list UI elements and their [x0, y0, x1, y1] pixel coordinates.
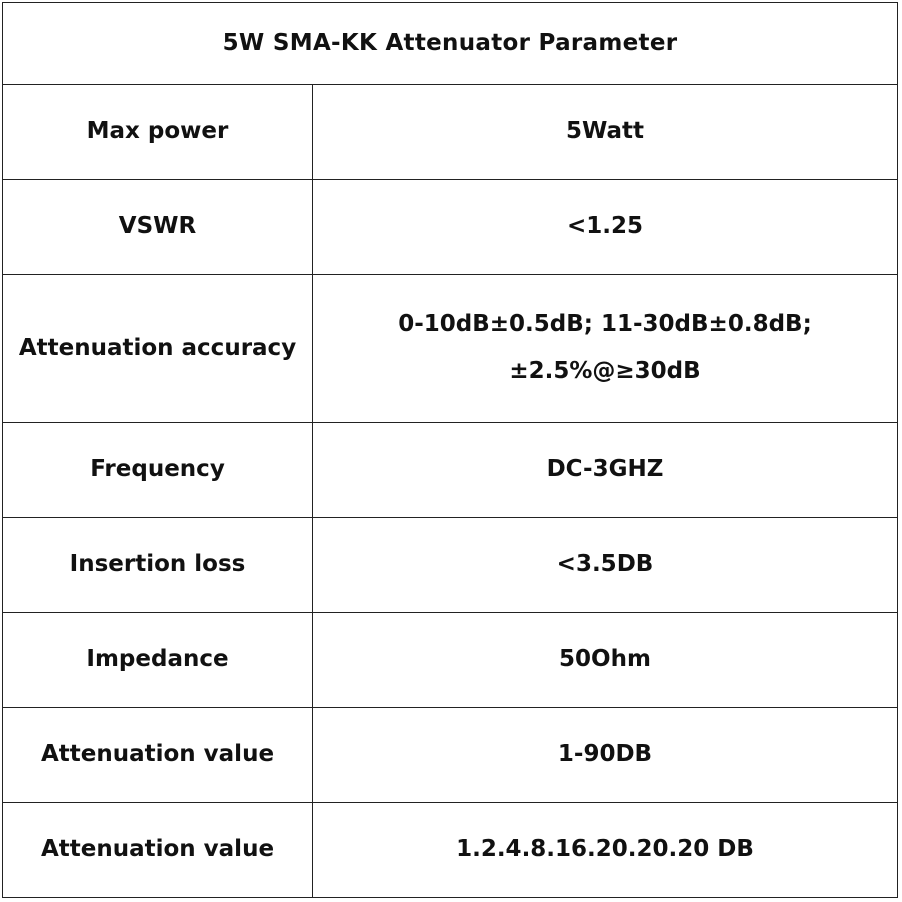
value-text: DC-3GHZ	[546, 455, 664, 482]
table-row	[3, 802, 898, 897]
table-row	[3, 422, 898, 517]
parameter-label: Attenuation value	[3, 707, 313, 802]
parameter-label: VSWR	[3, 179, 313, 274]
table-row	[3, 179, 898, 274]
parameter-value	[313, 84, 898, 179]
parameter-label: Max power	[3, 84, 313, 179]
value-text: 1.2.4.8.16.20.20.20 DB	[456, 836, 754, 863]
attenuator-parameter-table	[2, 2, 898, 898]
title-row	[3, 3, 898, 85]
value-text: 50Ohm	[559, 645, 651, 672]
value-text: 1-90DB	[557, 741, 653, 767]
table-row	[3, 275, 898, 423]
table-row	[3, 612, 898, 707]
parameter-label: Insertion loss	[3, 517, 313, 612]
parameter-label: Impedance	[3, 612, 313, 707]
value-text: 0-10dB±0.5dB; 11-30dB±0.8dB;	[398, 310, 812, 337]
parameter-value	[313, 275, 898, 423]
table-row	[3, 84, 898, 179]
parameter-value	[313, 517, 898, 612]
table-title: 5W SMA-KK Attenuator Parameter	[3, 3, 898, 85]
value-text: <1.25	[566, 213, 644, 240]
table-row	[3, 707, 898, 802]
parameter-label: Attenuation accuracy	[3, 275, 313, 423]
parameter-value	[313, 422, 898, 517]
table-row	[3, 517, 898, 612]
parameter-value	[313, 179, 898, 274]
parameter-value	[313, 802, 898, 897]
parameter-value	[313, 612, 898, 707]
value-text: 5Watt	[565, 118, 645, 145]
parameter-label: Attenuation value	[3, 802, 313, 897]
value-text: <3.5DB	[556, 550, 654, 577]
value-text: ±2.5%@≥30dB	[509, 358, 701, 385]
parameter-value	[313, 707, 898, 802]
parameter-label: Frequency	[3, 422, 313, 517]
